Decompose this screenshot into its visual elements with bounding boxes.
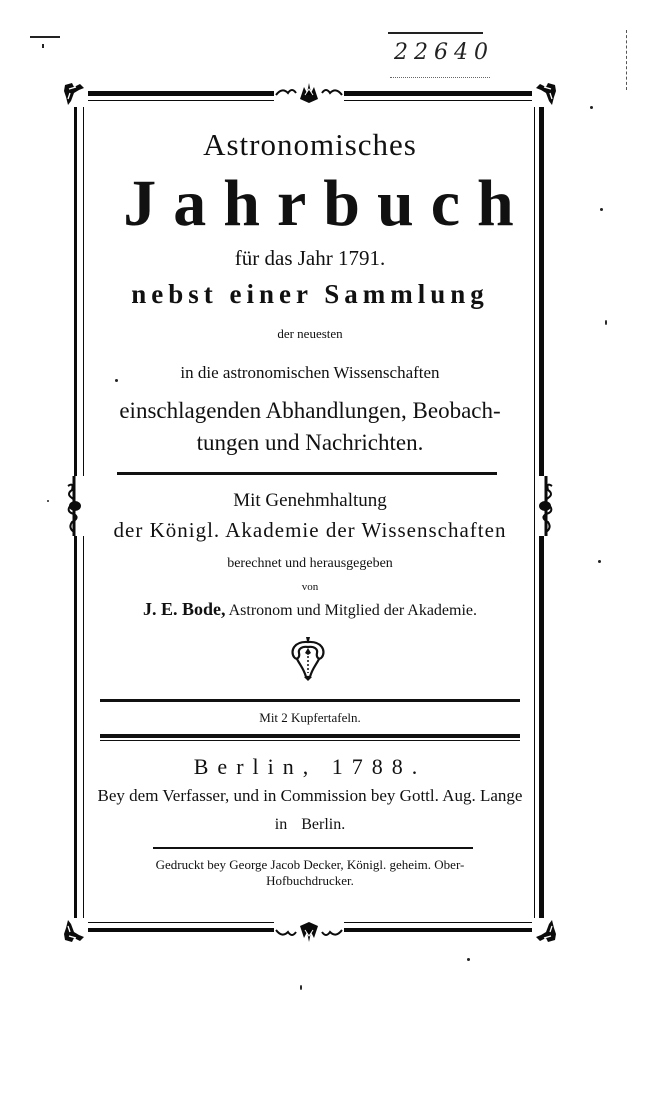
scan-edge-marks [626, 30, 628, 90]
author-line [90, 599, 530, 620]
approval-akademie: der Königl. Akademie der Wissenschaften [113, 518, 507, 542]
catalog-rule [388, 32, 483, 34]
shelfmark-mark [42, 44, 44, 48]
corner-ornament-icon [62, 918, 88, 944]
author-role: Astronom und Mitglied der Akademie. [228, 602, 478, 619]
catalog-rule-dotted [390, 77, 490, 78]
divider-rule [100, 699, 520, 702]
subtitle-nachrichten: tungen und Nachrichten. [196, 430, 424, 455]
scan-speck [590, 106, 593, 109]
corner-ornament-icon [532, 81, 558, 107]
printer-line: Gedruckt bey George Jacob Decker, Königl. geheim. Ober- [155, 857, 465, 872]
bottom-center-ornament-icon [274, 920, 344, 944]
title-line-astronomisches: Astronomisches [203, 127, 417, 162]
approval-von: von [301, 581, 319, 593]
author-name: J. E. Bode, [142, 599, 226, 619]
subtitle-abhandlungen: einschlagenden Abhandlungen, Beobach- [119, 398, 501, 423]
title-line-jahrbuch: Jahrbuch [123, 167, 531, 240]
printer-ornament-icon [288, 635, 328, 683]
subtitle-der-neuesten: der neuesten [277, 326, 343, 341]
year-line: für das Jahr 1791. [234, 246, 386, 270]
scan-speck [115, 379, 118, 382]
printer-line-2: Hofbuchdrucker. [266, 873, 354, 888]
catalog-number: 22640 [394, 40, 494, 65]
approval-genehmhaltung: Mit Genehmhaltung [233, 490, 387, 511]
divider-rule [153, 847, 473, 849]
scan-speck [47, 500, 49, 502]
divider-rule [117, 472, 497, 475]
imprint-publisher: Bey dem Verfasser, und in Commission bey Gottl. Aug. Lange [97, 786, 523, 805]
corner-ornament-icon [532, 918, 558, 944]
scan-speck [300, 985, 302, 990]
approval-berechnet: berechnet und herausgegeben [227, 556, 393, 571]
scan-speck [605, 320, 607, 325]
imprint-place-year: Berlin, 1788. [193, 754, 427, 779]
scan-speck [600, 208, 603, 211]
divider-rule-double [100, 734, 520, 738]
divider-rule-thin [100, 740, 520, 741]
scan-speck [467, 958, 470, 961]
top-center-ornament-icon [274, 81, 344, 105]
scan-speck [598, 560, 601, 563]
corner-ornament-icon [62, 81, 88, 107]
plates-note: Mit 2 Kupfertafeln. [259, 710, 361, 725]
subtitle-sammlung: nebst einer Sammlung [131, 279, 489, 309]
imprint-city: in Berlin. [274, 816, 346, 833]
subtitle-wissenschaften: in die astronomischen Wissenschaften [180, 363, 440, 382]
shelfmark-dash [30, 36, 60, 38]
